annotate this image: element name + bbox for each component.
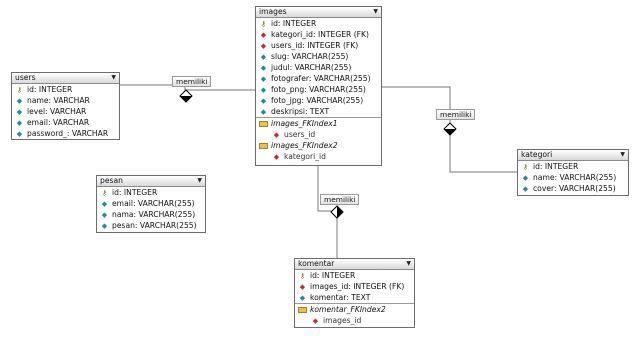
column-label: deskripsi: TEXT	[271, 107, 330, 116]
table-title: images	[259, 7, 287, 16]
column-icon: ◆	[16, 119, 23, 127]
column-icon: ◆	[16, 108, 23, 116]
table-header[interactable]	[256, 7, 381, 18]
column-row[interactable]	[256, 73, 381, 84]
column-row[interactable]	[518, 183, 628, 194]
table-images[interactable]	[255, 6, 382, 166]
table-kategori[interactable]	[517, 149, 629, 196]
foreign-key-icon: ◆	[273, 131, 280, 139]
column-icon: ◆	[260, 53, 267, 61]
column-icon: ◆	[522, 185, 529, 193]
column-label: komentar: TEXT	[310, 293, 371, 302]
column-icon: ◆	[299, 294, 306, 302]
column-row[interactable]	[295, 270, 414, 281]
column-row[interactable]	[97, 220, 205, 231]
table-komentar[interactable]	[294, 258, 415, 328]
table-header[interactable]	[518, 150, 628, 161]
column-icon: ◆	[260, 75, 267, 83]
index-column-row[interactable]	[256, 151, 381, 162]
column-label: slug: VARCHAR(255)	[271, 52, 349, 61]
column-row[interactable]	[256, 18, 381, 29]
column-label: email: VARCHAR	[27, 118, 90, 127]
column-icon: ◆	[260, 108, 267, 116]
index-column-row[interactable]	[295, 315, 414, 326]
dropdown-arrow-icon[interactable]: ▼	[111, 74, 116, 81]
column-row[interactable]	[295, 281, 414, 292]
column-label: kategori_id: INTEGER (FK)	[271, 30, 369, 39]
table-title: pesan	[100, 176, 123, 185]
index-column-label: users_id	[284, 130, 316, 139]
column-row[interactable]	[97, 187, 205, 198]
column-label: nama: VARCHAR(255)	[112, 210, 196, 219]
foreign-key-icon: ◆	[299, 283, 306, 291]
column-icon: ◆	[101, 222, 108, 230]
relationship-label-images-kategori[interactable]: memiliki	[436, 109, 475, 120]
column-label: id: INTEGER	[533, 162, 579, 171]
column-icon: ◆	[101, 200, 108, 208]
table-header[interactable]	[12, 73, 119, 84]
column-row[interactable]	[256, 29, 381, 40]
index-column-label: kategori_id	[284, 152, 326, 161]
column-label: level: VARCHAR	[27, 107, 87, 116]
table-title: komentar	[298, 259, 335, 268]
table-header[interactable]	[295, 259, 414, 270]
index-name: images_FKIndex1	[271, 119, 338, 128]
dropdown-arrow-icon[interactable]: ▼	[620, 151, 625, 158]
column-label: password_: VARCHAR	[27, 129, 109, 138]
column-row[interactable]	[12, 95, 119, 106]
dropdown-arrow-icon[interactable]: ▼	[197, 177, 202, 184]
column-label: foto_jpg: VARCHAR(255)	[271, 96, 364, 105]
relationship-diamond-icon	[443, 122, 457, 136]
relationship-label-images-komentar[interactable]: memiliki	[320, 194, 359, 205]
column-label: id: INTEGER	[112, 188, 158, 197]
table-pesan[interactable]	[96, 175, 206, 233]
key-icon: ⚷	[16, 86, 23, 94]
index-folder-icon	[259, 121, 268, 127]
column-icon: ◆	[101, 211, 108, 219]
column-row[interactable]	[256, 51, 381, 62]
index-row[interactable]	[295, 304, 414, 315]
column-label: users_id: INTEGER (FK)	[271, 41, 359, 50]
column-row[interactable]	[518, 172, 628, 183]
index-folder-icon	[298, 307, 307, 313]
table-users[interactable]	[11, 72, 120, 140]
key-icon: ⚷	[522, 163, 529, 171]
column-label: name: VARCHAR	[27, 96, 90, 105]
index-name: images_FKIndex2	[271, 141, 338, 150]
index-name: komentar_FKIndex2	[310, 305, 386, 314]
column-row[interactable]	[12, 128, 119, 139]
index-row[interactable]	[256, 140, 381, 151]
foreign-key-icon: ◆	[273, 153, 280, 161]
column-icon: ◆	[16, 130, 23, 138]
column-row[interactable]	[256, 95, 381, 106]
index-row[interactable]	[256, 118, 381, 129]
column-label: id: INTEGER	[310, 271, 356, 280]
column-row[interactable]	[97, 198, 205, 209]
index-column-label: images_id	[323, 316, 362, 325]
column-row[interactable]	[97, 209, 205, 220]
relationship-label-users-images[interactable]: memiliki	[172, 76, 211, 87]
table-header[interactable]	[97, 176, 205, 187]
column-label: foto_png: VARCHAR(255)	[271, 85, 366, 94]
column-row[interactable]	[12, 117, 119, 128]
column-row[interactable]	[295, 292, 414, 303]
key-icon: ⚷	[101, 189, 108, 197]
column-row[interactable]	[12, 106, 119, 117]
column-row[interactable]	[256, 84, 381, 95]
foreign-key-icon: ◆	[260, 42, 267, 50]
column-label: name: VARCHAR(255)	[533, 173, 617, 182]
column-label: id: INTEGER	[27, 85, 73, 94]
column-label: email: VARCHAR(255)	[112, 199, 195, 208]
column-label: images_id: INTEGER (FK)	[310, 282, 405, 291]
column-label: fotografer: VARCHAR(255)	[271, 74, 371, 83]
column-row[interactable]	[256, 106, 381, 117]
column-label: cover: VARCHAR(255)	[533, 184, 616, 193]
foreign-key-icon: ◆	[260, 31, 267, 39]
column-icon: ◆	[522, 174, 529, 182]
column-icon: ◆	[260, 64, 267, 72]
column-row[interactable]	[256, 62, 381, 73]
key-icon: ⚷	[299, 272, 306, 280]
index-column-row[interactable]	[256, 129, 381, 140]
column-icon: ◆	[260, 86, 267, 94]
column-row[interactable]	[12, 84, 119, 95]
column-icon: ◆	[16, 97, 23, 105]
dropdown-arrow-icon[interactable]: ▼	[373, 8, 378, 15]
column-row[interactable]	[518, 161, 628, 172]
table-title: kategori	[521, 150, 553, 159]
index-folder-icon	[259, 143, 268, 149]
dropdown-arrow-icon[interactable]: ▼	[406, 260, 411, 267]
foreign-key-icon: ◆	[312, 317, 319, 325]
column-label: id: INTEGER	[271, 19, 317, 28]
relationship-diamond-icon	[330, 205, 344, 219]
column-row[interactable]	[256, 40, 381, 51]
column-label: pesan: VARCHAR(255)	[112, 221, 197, 230]
relationship-diamond-icon	[179, 89, 193, 103]
column-icon: ◆	[260, 97, 267, 105]
table-title: users	[15, 73, 36, 82]
key-icon: ⚷	[260, 20, 267, 28]
column-label: judul: VARCHAR(255)	[271, 63, 352, 72]
